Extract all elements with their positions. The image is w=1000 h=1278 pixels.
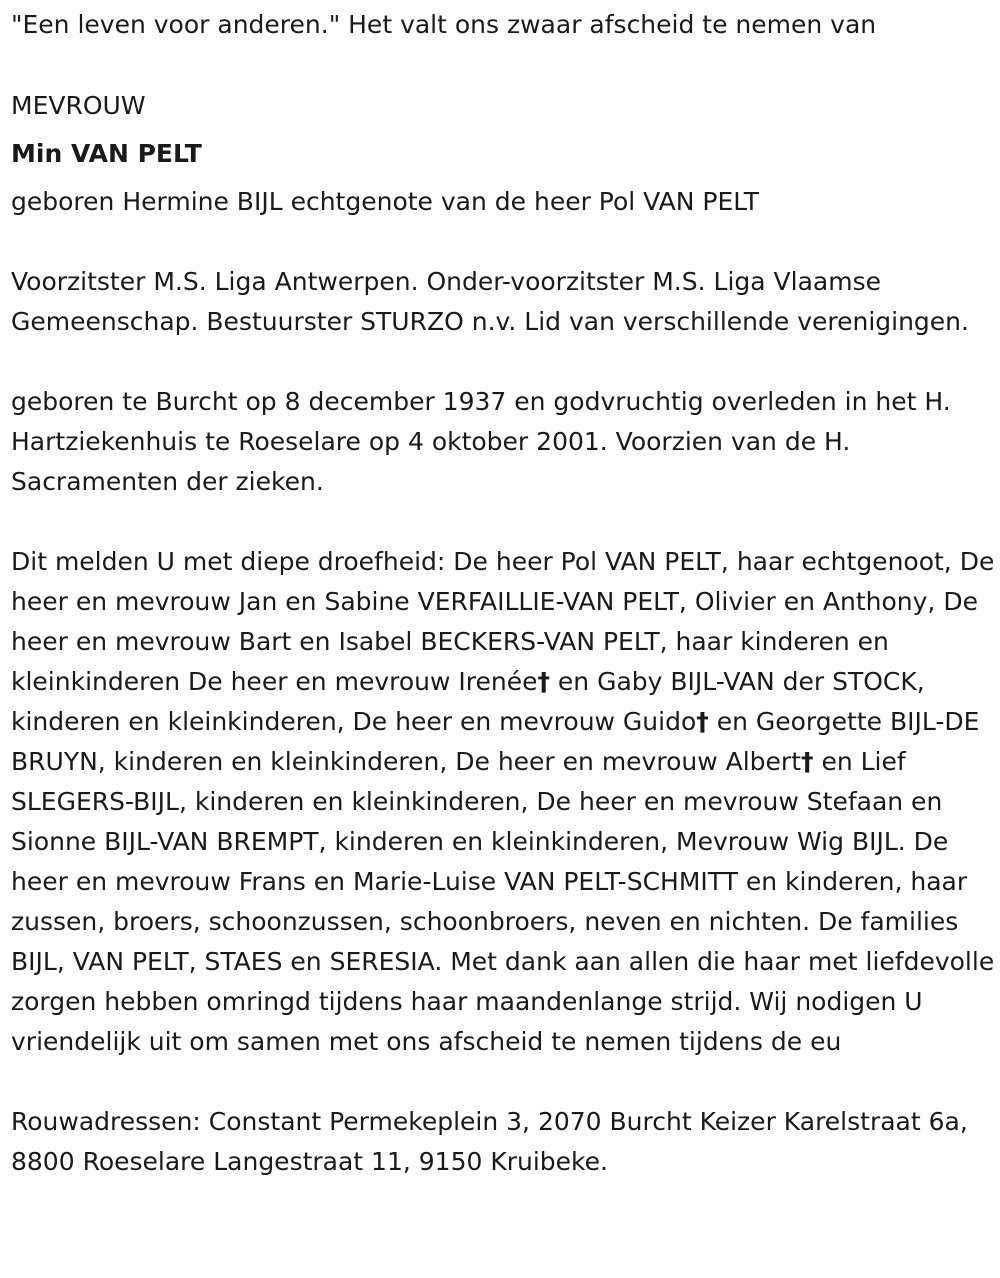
born-as-text: geboren Hermine BIJL echtgenote van de heer Pol VAN PELT [11, 187, 760, 216]
announcement-part-4: en Lief SLEGERS-BIJL, kinderen en kleinkinderen, De heer en mevrouw Stefaan en Sionne BIJL-VAN BREMPT, kinderen en kleinkinderen, Mevrouw Wig BIJL. De heer en mevrouw Frans en Marie-Luise VAN PELT-SCHMITT en kinderen, haar zussen, broers, schoonzussen, schoonbroers, neven en nichten. De families BIJL, VAN PELT, STAES en SERESIA. Met dank aan allen die haar met liefdevolle zorgen hebben omringd tijdens haar maandenlange strijd. Wij nodigen U vriendelijk uit om samen met ons afscheid te nemen tijdens de eu [11, 747, 995, 1056]
announcement-paragraph [11, 542, 996, 1062]
deceased-name: Min VAN PELT [11, 139, 202, 168]
announcement-part-2: en Gaby BIJL-VAN der STOCK, kinderen en kleinkinderen, De heer en mevrouw Guido [11, 667, 925, 736]
birth-death-paragraph: geboren te Burcht op 8 december 1937 en godvruchtig overleden in het H. Hartziekenhuis te Roeselare op 4 oktober 2001. Voorzien van de H. Sacramenten der zieken. [11, 387, 951, 496]
announcement-part-3: en Georgette BIJL-DE BRUYN, kinderen en kleinkinderen, De heer en mevrouw Albert [11, 707, 980, 776]
obituary-notice [11, 0, 996, 1182]
cross-icon: † [537, 667, 550, 696]
roles-paragraph: Voorzitster M.S. Liga Antwerpen. Onder-voorzitster M.S. Liga Vlaamse Gemeenschap. Bestuurster STURZO n.v. Lid van verschillende verenigingen. [11, 267, 969, 336]
cross-icon: † [801, 747, 814, 776]
cross-icon: † [696, 707, 709, 736]
salutation: MEVROUW [11, 91, 146, 120]
intro-text: "Een leven voor anderen." Het valt ons zwaar afscheid te nemen van [11, 10, 877, 39]
announcement-part-1: Dit melden U met diepe droefheid: De heer Pol VAN PELT, haar echtgenoot, De heer en mevrouw Jan en Sabine VERFAILLIE-VAN PELT, Olivier en Anthony, De heer en mevrouw Bart en Isabel BECKERS-VAN PELT, haar kinderen en kleinkinderen De heer en mevrouw Irenée [11, 547, 995, 696]
addresses-paragraph: Rouwadressen: Constant Permekeplein 3, 2070 Burcht Keizer Karelstraat 6a, 8800 Roeselare Langestraat 11, 9150 Kruibeke. [11, 1107, 968, 1176]
